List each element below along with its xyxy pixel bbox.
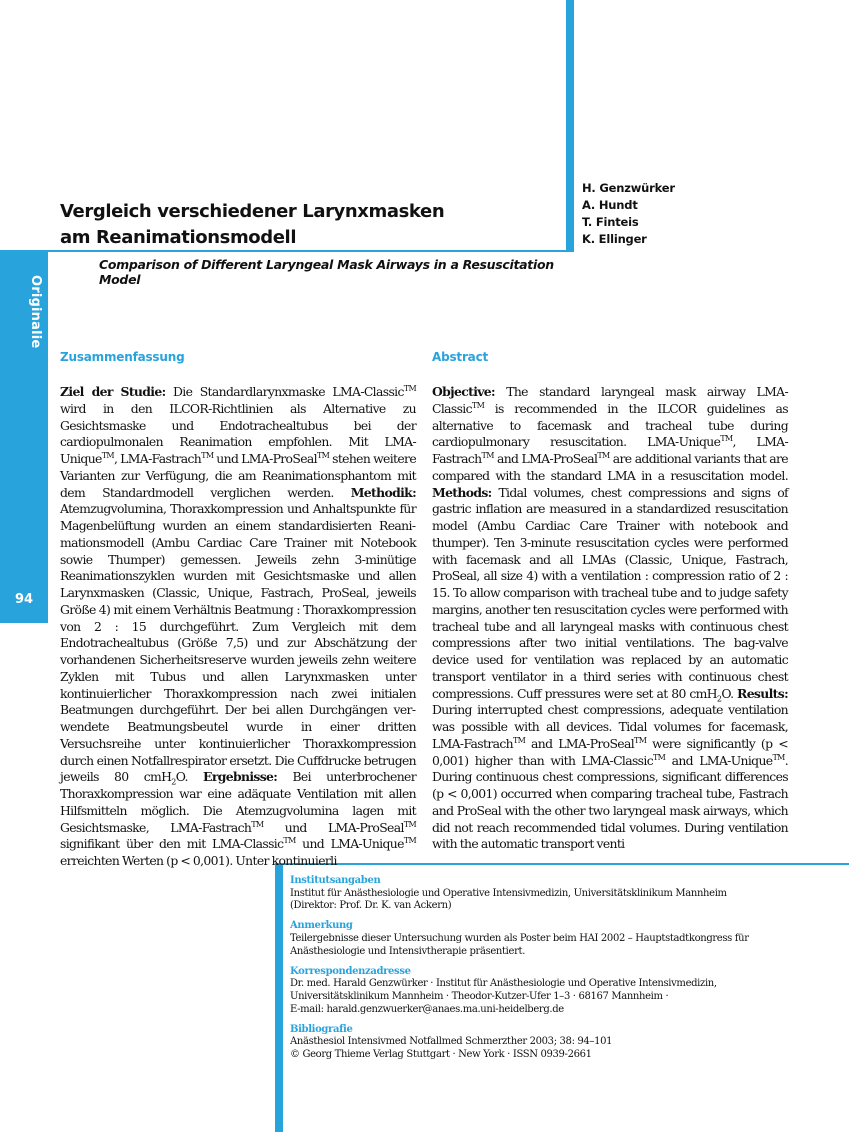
zusammenfassung-heading: Zusammenfassung: [60, 350, 185, 364]
text-segment: were significantly (p < 0,001) higher than with LMA-Classic: [432, 735, 788, 768]
trademark: TM: [481, 450, 494, 460]
abstract-heading: Abstract: [432, 350, 489, 364]
trademark: TM: [101, 450, 114, 460]
text-segment: Tidal volumes, chest compressions and signs of gastric inflation are measured in a standardized resuscitation model (Ambu Cardiac Care Trainer with notebook and thumper). Ten 3-minute resuscitation cycles were performed with facemask and all LMAs (Classic, Unique, Fastrach, ProSeal, all size 4) with a ventilation : compression ratio of 2 : 15. To allow comparison with tracheal tube and to judge safety margins, another ten resuscitation cycles were performed with tracheal tube and all laryngeal masks with continuous chest compressions after two initial ventilations. The bag-valve device used for ventilation was replaced by an automatic transport ventilator in a third series with continuous chest compressions. Cuff pressures were set at 80 cmH: [432, 484, 788, 701]
trademark: TM: [720, 434, 733, 444]
bibliografie-block: [290, 1024, 830, 1062]
text-segment: and LMA-ProSeal: [496, 451, 598, 466]
author: H. Genzwürker: [582, 181, 675, 195]
text-segment: und LMA-ProSeal: [284, 819, 404, 835]
label-results: Results:: [737, 685, 788, 701]
label-ergebnisse: Ergebnisse:: [203, 769, 278, 785]
trademark: TM: [403, 836, 416, 846]
bibliografie-heading: Bibliografie: [290, 1023, 353, 1035]
english-subtitle: Comparison of Different Laryngeal Mask Airways in a Resuscitation Model: [99, 257, 554, 287]
trademark: TM: [634, 735, 647, 745]
subscript: 2: [171, 777, 176, 787]
title-line-1: Vergleich verschiedener Larynxmasken: [60, 201, 445, 222]
text-segment: stehen weitere Varianten zur Verfügung, die am Reanimationsphantom mit dem Standardmodell verglichen werden.: [60, 451, 417, 500]
text-segment: und LMA-Unique: [302, 836, 404, 852]
text-segment: During interrupted chest compressions, adequate ventilation was possible with all devices. Tidal volumes for facemask, LMA-Fastrach: [432, 702, 788, 751]
institut-block: [290, 875, 830, 913]
text-segment: O.: [175, 769, 188, 785]
korrespondenz-block: [290, 966, 830, 1016]
text-segment: erreichten Werten (p < 0,001). Unter kontinuierli: [60, 853, 337, 868]
text-segment: Atemzugvolumina, Thoraxkompression und Anhaltspunkte für Magenbelüftung wurden an einem standardisierten Reanimationsmodell (Ambu Cardiac Care Trainer mit Notebook sowie Thumper) gemessen. Jeweils zehn 3-minütige Reanimationszyklen wurden mit Gesichtsmaske und allen Larynxmasken (Classic, Unique, Fastrach, ProSeal, jeweils Größe 4) mit einem Verhältnis Beatmung : Thoraxkompression von 2 : 15 durchgeführt. Zum Vergleich mit dem Endotrachealtubus (Größe 7,5) und zur Abschätzung der vorhandenen Sicherheitsreserve wurden jeweils zehn weitere Zyklen mit Tubus und allen Larynxmasken unter kontinuierlicher Thoraxkompression nach zwei initialen Beatmungen durchgeführt. Der bei allen Durchgängen verwendete Beatmungsbeutel wurde in einer dritten Versuchsreihe unter kontinuierlicher Thoraxkompression durch einen Notfallrespirator ersetzt. Die Cuffdrucke betrugen jeweils 80 cmH: [60, 501, 416, 785]
text-segment: is recommended in the ILCOR guidelines as alternative to facemask and tracheal tube during cardiopulmonary resuscitation. LMA-Unique: [432, 400, 788, 450]
zusammenfassung-column: [60, 350, 416, 870]
text-segment: are additional variants that are compared with the standard LMA in a resuscitation model.: [432, 451, 788, 483]
institut-heading: Institutsangaben: [290, 875, 381, 886]
text-segment: signifikant über den mit LMA-Classic: [60, 836, 284, 852]
abstract-column: [432, 350, 788, 853]
page-number: 94: [14, 592, 34, 607]
korrespondenz-heading: Korrespondenzadresse: [290, 965, 411, 977]
author: A. Hundt: [582, 198, 638, 212]
text-segment: and LMA-Unique: [671, 752, 773, 768]
bibliografie-line: © Georg Thieme Verlag Stuttgart · New York · ISSN 0939-2661: [290, 1048, 592, 1060]
trademark: TM: [201, 450, 214, 460]
institut-line: (Direktor: Prof. Dr. K. van Ackern): [290, 900, 452, 912]
text-segment: , LMA-Fastrach: [113, 451, 202, 466]
text-segment: und LMA-ProSeal: [216, 451, 317, 466]
trademark: TM: [471, 400, 485, 410]
korrespondenz-line: Dr. med. Harald Genzwürker · Institut für Anästhesiologie und Operative Intensivmedizin,: [290, 978, 717, 990]
trademark: TM: [403, 819, 416, 829]
label-objective: Objective:: [432, 384, 495, 399]
subscript: 2: [716, 693, 722, 703]
author: K. Ellinger: [582, 232, 647, 246]
abstract-text: [432, 384, 788, 853]
trademark: TM: [283, 836, 296, 846]
text-segment: . During continuous chest compressions, significant differences (p < 0,001) occurred when comparing tracheal tube, Fastrach and ProSeal with the other two laryngeal mask airways, which did not reach recommended tidal volumes. During ventilation with the automatic transport venti: [432, 752, 788, 852]
info-accent-bar: [275, 863, 283, 1132]
institut-line: Institut für Anästhesiologie und Operative Intensivmedizin, Universitätsklinikum Mannheim: [290, 887, 727, 899]
title-line-2: am Reanimationsmodell: [60, 227, 297, 248]
trademark: TM: [251, 819, 264, 829]
trademark: TM: [653, 752, 666, 762]
text-segment: , LMA-Fastrach: [432, 434, 788, 466]
label-methodik: Methodik:: [350, 484, 416, 500]
author-list: [582, 180, 782, 248]
text-segment: Die Standardlarynxmaske LMA-Classic: [172, 384, 404, 399]
trademark: TM: [597, 450, 610, 460]
anmerkung-line: Teilergebnisse dieser Untersuchung wurden als Poster beim HAI 2002 – Hauptstadtkongress für: [290, 932, 749, 944]
article-type-label: Originalie: [28, 275, 43, 349]
text-segment: O.: [721, 685, 734, 701]
anmerkung-block: [290, 920, 830, 958]
article-info-box: [290, 875, 830, 1069]
trademark: TM: [316, 450, 330, 460]
trademark: TM: [772, 752, 785, 762]
zusammenfassung-text: [60, 384, 416, 870]
title-accent-bar: [566, 0, 574, 252]
trademark: TM: [512, 735, 526, 745]
anmerkung-heading: Anmerkung: [290, 920, 353, 932]
article-title: [60, 199, 560, 251]
trademark: TM: [403, 383, 416, 393]
text-segment: wird in den ILCOR-Richtlinien als Alternative zu Gesichtsmaske und Endotrachealtubus bei der cardiopulmonalen Reanimation empfohlen. Mit LMA-Unique: [60, 400, 416, 466]
text-segment: Bei unterbrochener Thoraxkompression war eine adäquate Ventilation mit allen Hilfsmitteln möglich. Die Atemzugvolumina lagen mit Gesichtsmaske, LMA-Fastrach: [60, 769, 417, 835]
bibliografie-line: Anästhesiol Intensivmed Notfallmed Schmerzther 2003; 38: 94–101: [290, 1036, 613, 1048]
text-segment: The standard laryngeal mask airway LMA-Classic: [432, 384, 788, 416]
text-segment: and LMA-ProSeal: [531, 735, 635, 751]
label-ziel: Ziel der Studie:: [60, 384, 166, 399]
anmerkung-line: Anästhesiologie und Intensivtherapie präsentiert.: [290, 945, 526, 957]
author: T. Finteis: [582, 215, 639, 229]
email-line: E-mail: harald.genzwuerker@anaes.ma.uni-heidelberg.de: [290, 1003, 564, 1015]
label-methods: Methods:: [432, 484, 492, 500]
korrespondenz-line: Universitätsklinikum Mannheim · Theodor-Kutzer-Ufer 1–3 · 68167 Mannheim ·: [290, 990, 669, 1002]
